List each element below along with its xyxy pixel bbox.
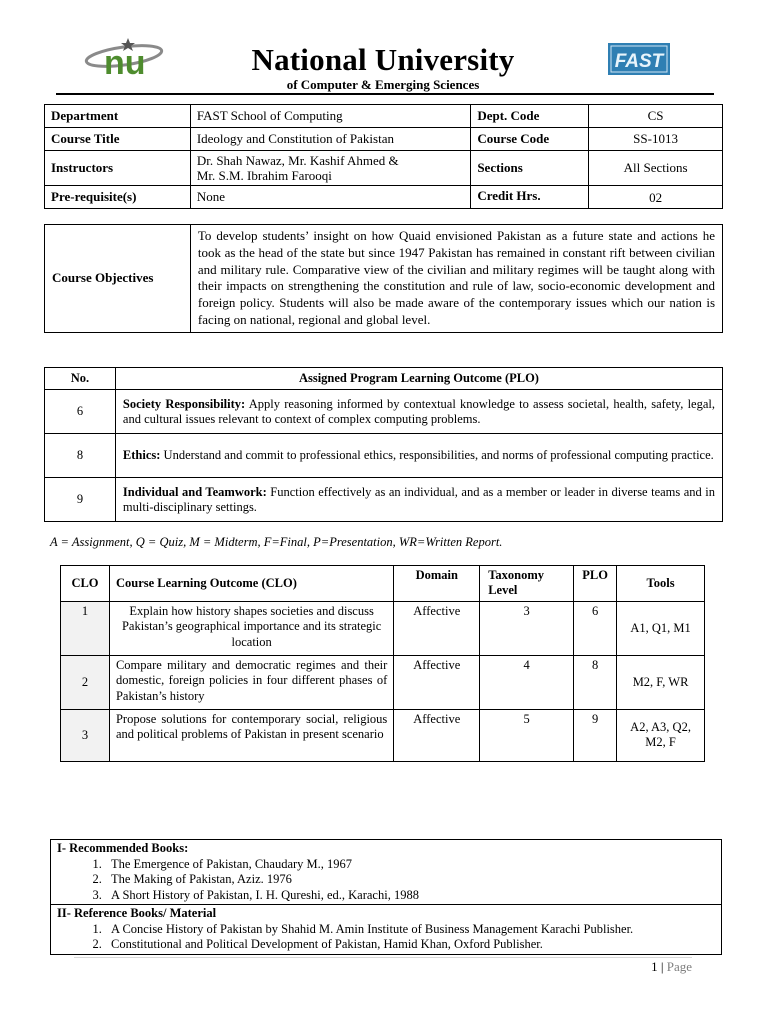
list-item: 2. Constitutional and Political Development of Pakistan, Hamid Khan, Oxford Publisher. <box>105 937 715 953</box>
plo-number: 6 <box>45 390 116 434</box>
clo-outcome: Explain how history shapes societies and discuss Pakistan’s geographical importance and its strategic location <box>109 601 393 655</box>
dept-code-value: CS <box>589 105 723 128</box>
instructors-line-2: Mr. S.M. Ibrahim Farooqi <box>196 168 332 183</box>
course-title-value: Ideology and Constitution of Pakistan <box>190 128 470 151</box>
page-number <box>600 959 692 975</box>
nu-logo-text: nu <box>104 44 146 82</box>
clo-tools: A1, Q1, M1 <box>617 601 705 655</box>
clo-plo: 6 <box>574 601 617 655</box>
page-separator: | <box>660 959 664 974</box>
plo-text: Function effectively as an individual, and as a member or leader in diverse teams and in multi-disciplinary settings. <box>122 484 716 514</box>
sections-value: All Sections <box>589 151 723 186</box>
clo-table <box>60 565 705 762</box>
instructors-value <box>190 151 470 186</box>
reference-books-title: II- Reference Books/ Material <box>57 906 217 920</box>
clo-domain: Affective <box>394 655 480 709</box>
clo-domain: Affective <box>394 709 480 761</box>
clo-tools: A2, A3, Q2, M2, F <box>617 709 705 761</box>
course-info-table <box>44 104 723 209</box>
plo-title: Individual and Teamwork: <box>122 484 267 499</box>
instructors-label: Instructors <box>45 151 191 186</box>
plo-no-header: No. <box>45 368 116 390</box>
credit-hours-label: Credit Hrs. <box>471 186 589 209</box>
plo-header: PLO <box>574 566 617 602</box>
fast-logo <box>608 43 670 75</box>
plo-description <box>115 478 722 522</box>
prereq-value: None <box>190 186 470 209</box>
nu-logo <box>84 34 166 82</box>
department-value: FAST School of Computing <box>190 105 470 128</box>
plo-description <box>115 434 722 478</box>
recommended-books-cell <box>51 840 722 905</box>
plo-title: Ethics: <box>122 448 161 463</box>
reference-books-cell <box>51 905 722 955</box>
course-objectives-text: To develop students’ insight on how Quaid envisioned Pakistan as a future state and actions he took as the head of the state but since 1947 Pakistan has remained in constant rift between civilian and military rule. Comparative view of the civilian and military regimes will be taught along with their impacts on strengthening the constitution and rule of law, socio-economic development and foreign policy. Students will also be made aware of the contemporary issues which our nation is facing on national, regional and global level. <box>190 225 722 333</box>
taxonomy-header: Taxonomy Level <box>480 566 574 602</box>
clo-tools: M2, F, WR <box>617 655 705 709</box>
credit-hours-value: 02 <box>589 186 723 209</box>
list-item: 2. The Making of Pakistan, Aziz. 1976 <box>105 872 715 888</box>
plo-title: Society Responsibility: <box>122 396 246 411</box>
clo-taxonomy: 4 <box>480 655 574 709</box>
clo-header: CLO <box>61 566 110 602</box>
page-number-value: 1 <box>651 959 658 974</box>
plo-description <box>115 390 722 434</box>
plo-number: 9 <box>45 478 116 522</box>
clo-plo: 9 <box>574 709 617 761</box>
plo-text: Apply reasoning informed by contextual knowledge to assess societal, health, safety, legal, and cultural issues relevant to context of complex computing problems. <box>122 396 715 426</box>
plo-table <box>44 367 723 522</box>
outcome-header: Course Learning Outcome (CLO) <box>109 566 393 602</box>
recommended-books-list <box>57 857 715 904</box>
clo-number: 2 <box>61 655 110 709</box>
list-item: 1. A Concise History of Pakistan by Shahid M. Amin Institute of Business Management Karachi Publisher. <box>105 922 715 938</box>
list-item: 1. The Emergence of Pakistan, Chaudary M., 1967 <box>105 857 715 873</box>
books-table <box>50 839 722 955</box>
clo-taxonomy: 5 <box>480 709 574 761</box>
clo-number: 1 <box>61 601 110 655</box>
assessment-legend: A = Assignment, Q = Quiz, M = Midterm, F=Final, P=Presentation, WR=Written Report. <box>50 535 503 549</box>
course-title-label: Course Title <box>45 128 191 151</box>
domain-header: Domain <box>394 566 480 602</box>
header-divider <box>56 93 714 95</box>
page-word: Page <box>666 959 692 974</box>
page-subtitle: of Computer & Emerging Sciences <box>286 77 480 92</box>
tools-header: Tools <box>617 566 705 602</box>
page-title: National University <box>251 42 515 77</box>
course-code-label: Course Code <box>471 128 589 151</box>
clo-taxonomy: 3 <box>480 601 574 655</box>
list-item: 3. A Short History of Pakistan, I. H. Qureshi, ed., Karachi, 1988 <box>105 888 715 904</box>
plo-text: Understand and commit to professional ethics, responsibilities, and norms of professional computing practice. <box>163 448 714 463</box>
course-code-value: SS-1013 <box>589 128 723 151</box>
dept-code-label: Dept. Code <box>471 105 589 128</box>
department-label: Department <box>45 105 191 128</box>
clo-domain: Affective <box>394 601 480 655</box>
fast-logo-text: FAST <box>614 51 664 72</box>
clo-plo: 8 <box>574 655 617 709</box>
course-objectives-label: Course Objectives <box>45 225 191 333</box>
recommended-books-title: I- Recommended Books: <box>57 841 189 855</box>
plo-number: 8 <box>45 434 116 478</box>
sections-label: Sections <box>471 151 589 186</box>
clo-outcome: Compare military and democratic regimes and their domestic, foreign policies in four different phases of Pakistan’s history <box>109 655 393 709</box>
course-objectives-table <box>44 224 723 333</box>
clo-number: 3 <box>61 709 110 761</box>
reference-books-list <box>57 922 715 953</box>
instructors-line-1: Dr. Shah Nawaz, Mr. Kashif Ahmed & <box>196 153 399 168</box>
plo-title-header: Assigned Program Learning Outcome (PLO) <box>115 368 722 390</box>
footer-divider <box>74 957 692 958</box>
clo-outcome: Propose solutions for contemporary social, religious and political problems of Pakistan in present scenario <box>109 709 393 761</box>
prereq-label: Pre-requisite(s) <box>45 186 191 209</box>
